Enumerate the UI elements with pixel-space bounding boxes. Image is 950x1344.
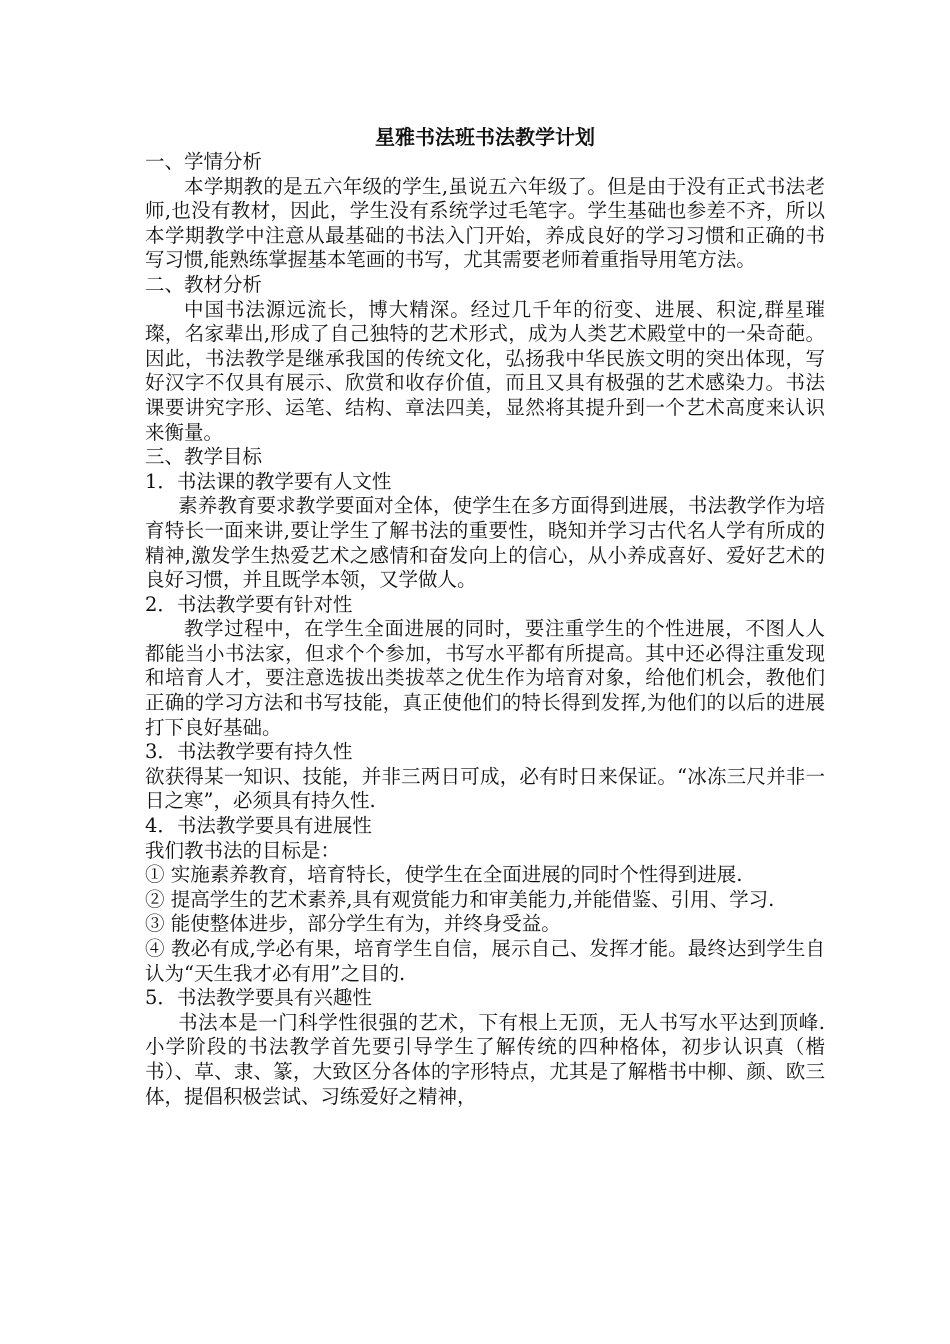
document-title: 星雅书法班书法教学计划 bbox=[375, 125, 595, 149]
goal-heading-1: 1．书法课的教学要有人文性 bbox=[145, 469, 392, 493]
goal-body-1: 素养教育要求教学要面对全体，使学生在多方面得到进展，书法教学作为培育特长一面来讲,要让学生了解书法的重要性，晓知并学习古代名人学有所成的精神,激发学生热爱艺术之感情和奋发向上的信心，从小养成喜好、爱好艺术的良好习惯，并且既学本领，又学做人。 bbox=[145, 494, 825, 592]
goal-heading-2: 2．书法教学要有针对性 bbox=[145, 592, 353, 616]
section-body-learning-analysis: 本学期教的是五六年级的学生,虽说五六年级了。但是由于没有正式书法老师,也没有教材，因此，学生没有系统学过毛笔字。学生基础也参差不齐，所以本学期教学中注意从最基础的书法入门开始，养成良好的学习习惯和正确的书写习惯,能熟练掌握基本笔画的书写，尤其需要老师着重指导用笔方法。 bbox=[145, 174, 825, 272]
goal-item-2: ② 提高学生的艺术素养,具有观赏能力和审美能力,并能借鉴、引用、学习. bbox=[145, 887, 775, 911]
section-body-material-analysis: 中国书法源远流长，博大精深。经过几千年的衍变、进展、积淀,群星璀璨，名家辈出,形成了自己独特的艺术形式，成为人类艺术殿堂中的一朵奇葩。因此，书法教学是继承我国的传统文化，弘扬我中华民族文明的突出体现，写好汉字不仅具有展示、欣赏和收存价值，而且又具有极强的艺术感染力。书法课要讲究字形、运笔、结构、章法四美，显然将其提升到一个艺术高度来认识来衡量。 bbox=[145, 297, 825, 444]
section-heading-learning-analysis: 一、学情分析 bbox=[145, 150, 263, 173]
goal-heading-5: 5．书法教学要具有兴趣性 bbox=[145, 986, 372, 1010]
goal-body-5: 书法本是一门科学性很强的艺术，下有根上无顶，无人书写水平达到顶峰.小学阶段的书法教学首先要引导学生了解传统的四种格体，初步认识真（楷书）、草、隶、篆，大致区分各体的字形特点，尤其是了解楷书中柳、颜、欧三体，提倡积极尝试、习练爱好之精神， bbox=[145, 1010, 825, 1108]
goal-intro-4: 我们教书法的目标是： bbox=[145, 838, 341, 862]
section-heading-teaching-goals: 三、教学目标 bbox=[145, 445, 263, 469]
document-page bbox=[145, 124, 825, 1109]
goal-body-2: 教学过程中，在学生全面进展的同时，要注重学生的个性进展，不图人人都能当小书法家，但求个个参加，书写水平都有所提高。其中还必得注重发现和培育人才，要注意选拔出类拔萃之优生作为培育对象，给他们机会，教他们正确的学习方法和书写技能，真正使他们的特长得到发挥,为他们的以后的进展打下良好基础。 bbox=[145, 617, 825, 739]
goal-body-3: 欲获得某一知识、技能，并非三两日可成，必有时日来保证。“冰冻三尺并非一日之寒”，必须具有持久性. bbox=[145, 764, 825, 813]
section-heading-material-analysis: 二、教材分析 bbox=[145, 272, 263, 296]
goal-heading-3: 3．书法教学要有持久性 bbox=[145, 740, 353, 764]
goal-item-3: ③ 能使整体进步，部分学生有为，并终身受益。 bbox=[145, 912, 561, 936]
goal-item-4: ④ 教必有成,学必有果，培育学生自信，展示自己、发挥才能。最终达到学生自认为“天生我才必有用”之目的. bbox=[145, 937, 825, 985]
goal-item-1: ① 实施素养教育，培育特长，使学生在全面进展的同时个性得到进展. bbox=[145, 863, 743, 887]
goal-heading-4: 4．书法教学要具有进展性 bbox=[145, 814, 372, 838]
